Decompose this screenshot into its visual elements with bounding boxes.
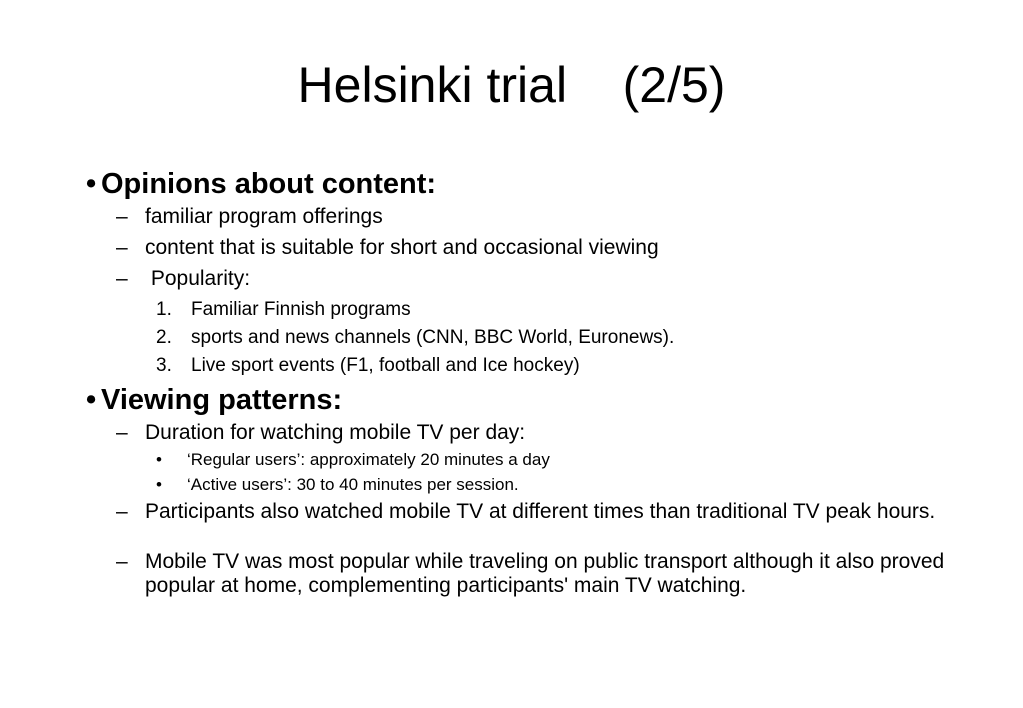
ranked-item: Live sport events (F1, football and Ice hockey) [191,355,580,376]
ranked-item: sports and news channels (CNN, BBC World, Euronews). [191,327,675,348]
section-heading-content: Opinions about content: [101,168,437,200]
ranked-item: Familiar Finnish programs [191,299,411,320]
list-item: Participants also watched mobile TV at different times than traditional TV peak hours. [145,500,936,523]
dash-marker: – [116,267,128,290]
bullet-marker: • [86,384,97,416]
number-marker: 3. [156,355,172,376]
list-item: familiar program offerings [145,205,383,228]
number-marker: 2. [156,327,172,348]
list-item: content that is suitable for short and occasional viewing [145,236,659,259]
section-heading-viewing: Viewing patterns: [101,384,343,416]
bullet-marker: • [156,475,162,494]
dash-marker: – [116,500,128,523]
bullet-marker: • [156,450,162,469]
bullet-marker: • [86,168,97,200]
slide-title: Helsinki trial (2/5) [297,57,726,113]
list-item: Duration for watching mobile TV per day: [145,421,526,444]
dash-marker: – [116,205,128,228]
sub-item: ‘Active users’: 30 to 40 minutes per session. [187,475,519,494]
dash-marker: – [116,421,128,444]
dash-marker: – [116,236,128,259]
dash-marker: – [116,550,128,573]
number-marker: 1. [156,299,172,320]
list-item-popularity: Popularity: [145,267,251,290]
sub-item: ‘Regular users’: approximately 20 minutes a day [187,450,550,469]
list-item: Mobile TV was most popular while traveling on public transport although it also proved popular at home, complementing participants' main TV watching. [145,550,945,597]
